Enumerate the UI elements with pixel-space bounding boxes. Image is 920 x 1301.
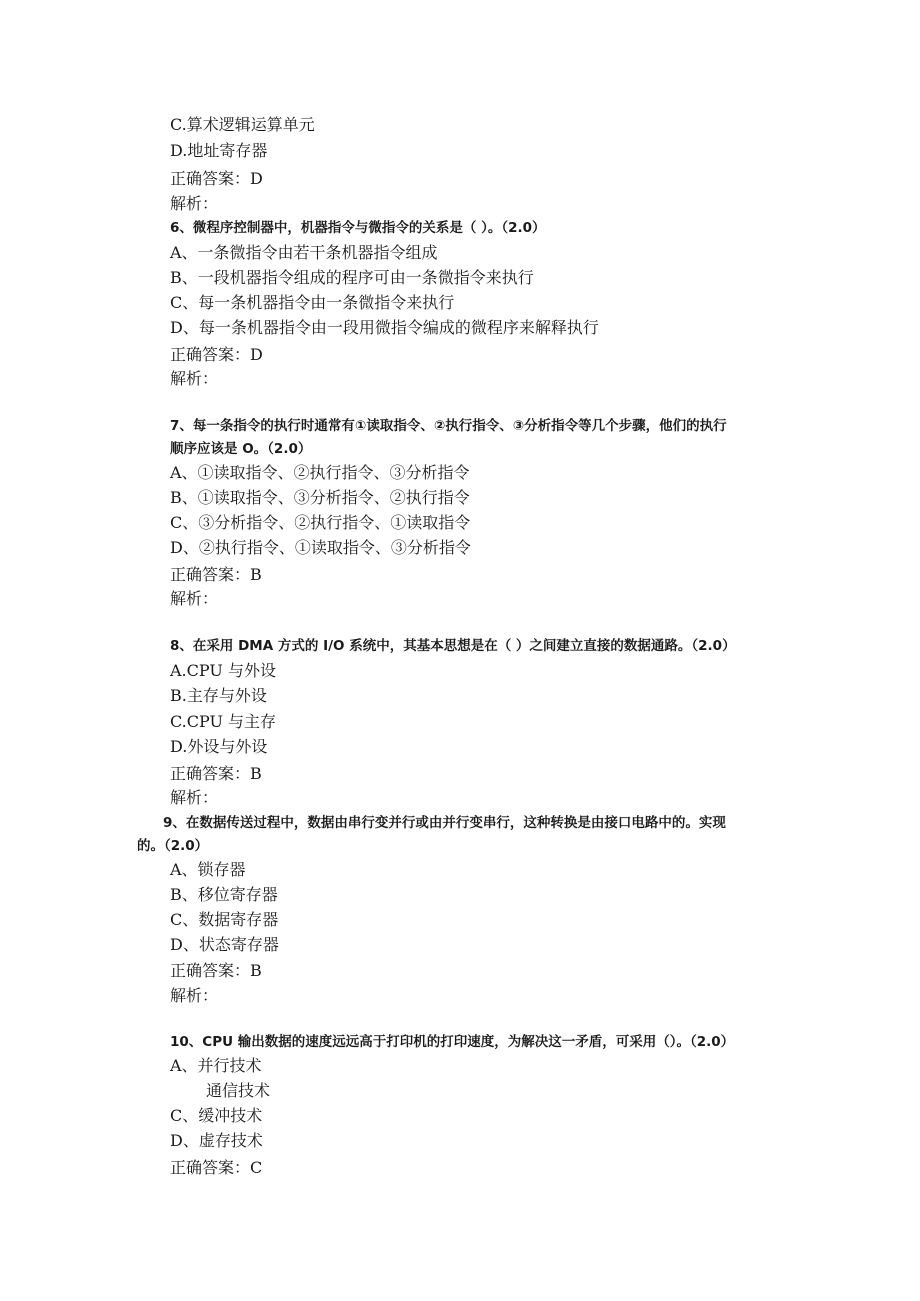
- q7-answer: 正确答案：B: [170, 565, 262, 584]
- q8-option-c: C.CPU 与主存: [170, 712, 277, 731]
- q10-answer: 正确答案：C: [170, 1158, 263, 1177]
- q7-stem-line2: 顺序应该是 O。（2.0）: [170, 441, 312, 457]
- q10-option-c: C、缓冲技术: [170, 1106, 263, 1125]
- q7-option-d: D、②执行指令、①读取指令、③分析指令: [170, 538, 471, 557]
- q10-option-b: 通信技术: [206, 1081, 271, 1100]
- q7-option-a: A、①读取指令、②执行指令、③分析指令: [170, 463, 470, 482]
- q8-option-b: B.主存与外设: [170, 686, 267, 705]
- q6-option-b: B、一段机器指令组成的程序可由一条微指令来执行: [170, 268, 534, 287]
- q7-analysis: 解析：: [170, 589, 219, 608]
- q5-option-c: C.算术逻辑运算单元: [170, 115, 315, 134]
- q6-option-a: A、一条微指令由若干条机器指令组成: [170, 243, 438, 262]
- q9-stem-line1: 9、在数据传送过程中，数据由串行变并行或由并行变串行，这种转换是由接口电路中的。实现: [163, 815, 726, 831]
- q5-analysis: 解析：: [170, 194, 219, 213]
- q9-option-b: B、移位寄存器: [170, 885, 278, 904]
- q9-option-a: A、锁存器: [170, 860, 246, 879]
- q9-stem-line2: 的。（2.0）: [137, 838, 209, 854]
- q6-option-d: D、每一条机器指令由一段用微指令编成的微程序来解释执行: [170, 318, 599, 337]
- q8-answer: 正确答案：B: [170, 764, 262, 783]
- q10-option-a: A、并行技术: [170, 1056, 262, 1075]
- q9-answer: 正确答案：B: [170, 961, 262, 980]
- q10-option-d: D、虚存技术: [170, 1131, 263, 1150]
- q5-option-d: D.地址寄存器: [170, 141, 268, 160]
- q9-option-c: C、数据寄存器: [170, 910, 279, 929]
- q10-stem: 10、CPU 输出数据的速度远远高于打印机的打印速度，为解决这一矛盾，可采用（）。（2.0）: [170, 1034, 735, 1050]
- q7-option-c: C、③分析指令、②执行指令、①读取指令: [170, 513, 471, 532]
- q5-answer: 正确答案：D: [170, 169, 263, 188]
- q6-analysis: 解析：: [170, 369, 219, 388]
- q8-option-a: A.CPU 与外设: [170, 661, 276, 680]
- q7-option-b: B、①读取指令、③分析指令、②执行指令: [170, 488, 470, 507]
- q7-stem-line1: 7、每一条指令的执行时通常有①读取指令、②执行指令、③分析指令等几个步骤，他们的执行: [170, 418, 727, 434]
- q9-option-d: D、状态寄存器: [170, 935, 279, 954]
- q9-analysis: 解析：: [170, 986, 219, 1005]
- q8-option-d: D.外设与外设: [170, 737, 268, 756]
- q8-stem: 8、在采用 DMA 方式的 I/O 系统中，其基本思想是在（ ）之间建立直接的数据通路。（2.0）: [170, 638, 736, 654]
- q6-option-c: C、每一条机器指令由一条微指令来执行: [170, 293, 455, 312]
- q8-analysis: 解析：: [170, 788, 219, 807]
- q6-answer: 正确答案：D: [170, 345, 263, 364]
- q6-stem: 6、微程序控制器中，机器指令与微指令的关系是（ ）。（2.0）: [170, 220, 546, 236]
